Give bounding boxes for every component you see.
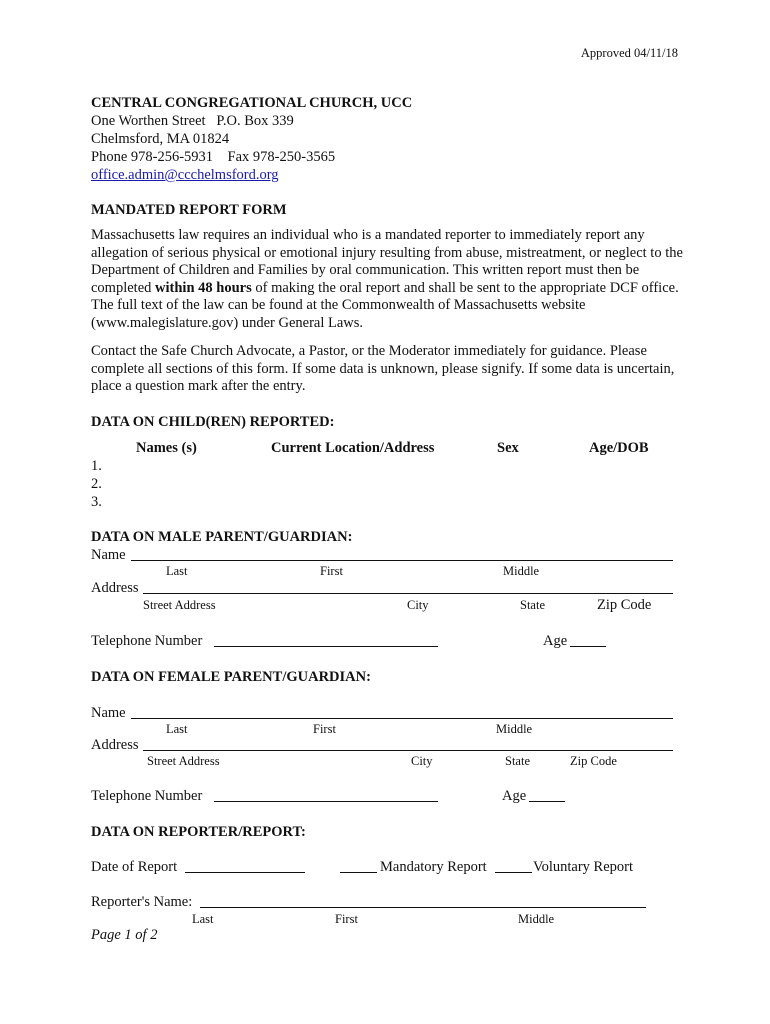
- female-age-label: Age: [502, 788, 527, 804]
- church-address: One Worthen Street P.O. Box 339: [91, 113, 294, 129]
- intro-paragraph: [91, 227, 691, 333]
- voluntary-report-label: Voluntary Report: [533, 859, 634, 875]
- guidance-paragraph: Contact the Safe Church Advocate, a Pastor, or the Moderator immediately for guidance. Please complete all sections of this form. If some data is unknown, please signify. If some data is uncertain, place a question mark after the entry.: [91, 343, 675, 395]
- mandatory-report-label: Mandatory Report: [380, 859, 487, 875]
- female-heading: DATA ON FEMALE PARENT/GUARDIAN:: [91, 669, 371, 685]
- female-name-first: First: [313, 722, 336, 736]
- col-names: Names (s): [136, 440, 197, 456]
- male-phone-field[interactable]: [214, 646, 438, 647]
- child-row-2[interactable]: 2.: [91, 476, 102, 492]
- child-row-1[interactable]: 1.: [91, 458, 102, 474]
- male-name-field[interactable]: [131, 560, 673, 561]
- female-name-middle: Middle: [496, 722, 533, 736]
- male-name-middle: Middle: [503, 564, 540, 578]
- mandatory-report-field[interactable]: [340, 872, 377, 873]
- reporter-name-middle: Middle: [518, 912, 555, 926]
- male-name-last: Last: [166, 564, 188, 578]
- female-phone-field[interactable]: [214, 801, 438, 802]
- female-phone-label: Telephone Number: [91, 788, 203, 804]
- report-date-field[interactable]: [185, 872, 305, 873]
- approved-date: Approved 04/11/18: [580, 46, 678, 60]
- child-row-3[interactable]: 3.: [91, 494, 102, 510]
- female-name-label: Name: [91, 705, 126, 721]
- male-address-field[interactable]: [143, 593, 673, 594]
- voluntary-report-field[interactable]: [495, 872, 532, 873]
- female-name-last: Last: [166, 722, 188, 736]
- female-address-label: Address: [91, 737, 139, 753]
- intro-text-1: Massachusetts law requires an individual who is a mandated reporter to immediately report any allegation of serious physical or emotional injury resulting from abuse, mistreatment, or neglect to the Department of Children and Families by oral communication. This written report must then be completed: [91, 227, 683, 296]
- church-name: CENTRAL CONGREGATIONAL CHURCH, UCC: [91, 95, 413, 111]
- church-email-link[interactable]: office.admin@ccchelmsford.org: [91, 167, 279, 183]
- male-phone-label: Telephone Number: [91, 633, 203, 649]
- reporter-name-last: Last: [192, 912, 214, 926]
- female-state: State: [505, 754, 530, 768]
- church-phone: Phone 978-256-5931 Fax 978-250-3565: [91, 149, 336, 165]
- female-age-field[interactable]: [529, 801, 565, 802]
- intro-emphasis: within 48 hours: [155, 279, 252, 296]
- male-city: City: [407, 598, 429, 612]
- male-age-label: Age: [543, 633, 568, 649]
- male-name-first: First: [320, 564, 343, 578]
- reporter-heading: DATA ON REPORTER/REPORT:: [91, 824, 306, 840]
- col-sex: Sex: [497, 440, 519, 456]
- page-number: Page 1 of 2: [91, 927, 158, 943]
- male-zip: Zip Code: [597, 597, 652, 613]
- col-location: Current Location/Address: [271, 440, 435, 456]
- male-state: State: [520, 598, 545, 612]
- intro-text-2: of making the oral report and shall be sent to the appropriate DCF office. The full text of the law can be found at the Commonwealth of Massachusetts website (www.malegislature.gov) under General Laws.: [91, 279, 679, 331]
- form-title: MANDATED REPORT FORM: [91, 202, 287, 218]
- female-city: City: [411, 754, 433, 768]
- report-date-label: Date of Report: [91, 859, 178, 875]
- male-address-label: Address: [91, 580, 139, 596]
- male-age-field[interactable]: [570, 646, 606, 647]
- female-zip: Zip Code: [570, 754, 617, 768]
- male-street: Street Address: [143, 598, 216, 612]
- male-heading: DATA ON MALE PARENT/GUARDIAN:: [91, 529, 353, 545]
- reporter-name-first: First: [335, 912, 358, 926]
- female-name-field[interactable]: [131, 718, 673, 719]
- col-age-dob: Age/DOB: [589, 440, 649, 456]
- children-heading: DATA ON CHILD(REN) REPORTED:: [91, 414, 335, 430]
- female-address-field[interactable]: [143, 750, 673, 751]
- church-city: Chelmsford, MA 01824: [91, 131, 230, 147]
- reporter-name-label: Reporter's Name:: [91, 894, 193, 910]
- female-street: Street Address: [147, 754, 220, 768]
- male-name-label: Name: [91, 547, 126, 563]
- reporter-name-field[interactable]: [200, 907, 646, 908]
